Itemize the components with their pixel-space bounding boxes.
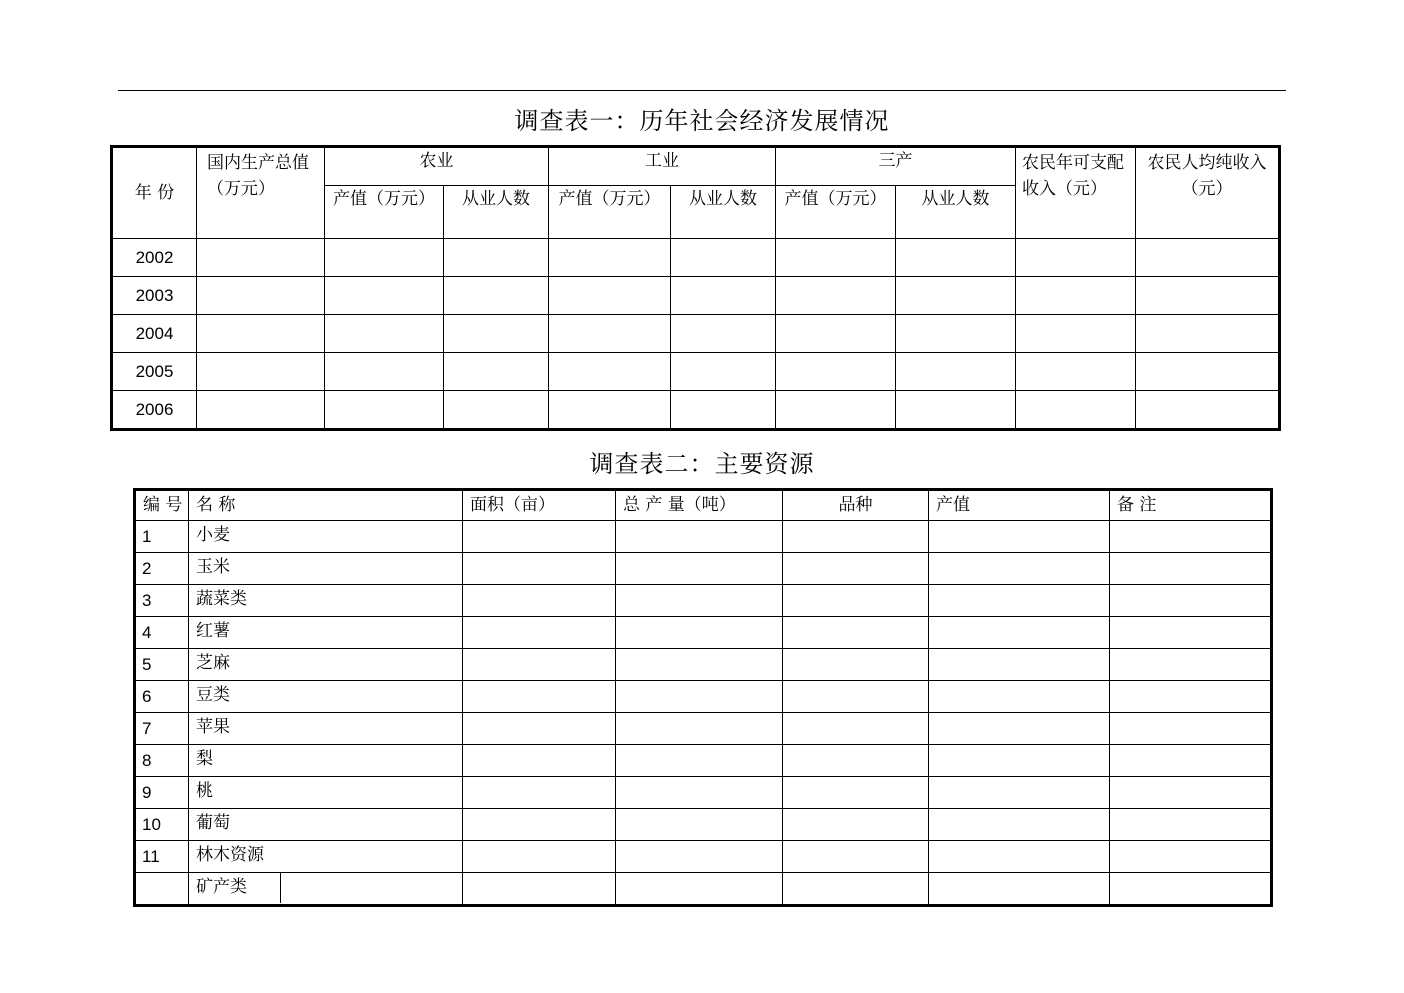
empty-cell[interactable] [616, 777, 783, 809]
empty-cell[interactable] [929, 521, 1110, 553]
table-row [135, 777, 1272, 809]
header-area: 面积（亩） [463, 490, 616, 521]
empty-cell[interactable] [444, 277, 549, 315]
empty-cell[interactable] [616, 681, 783, 713]
empty-cell[interactable] [549, 353, 671, 391]
empty-cell[interactable] [616, 841, 783, 873]
empty-cell[interactable] [1136, 353, 1280, 391]
table-row [135, 649, 1272, 681]
row-number [135, 873, 189, 906]
empty-cell[interactable] [197, 315, 325, 353]
header-tertiary: 三产 [776, 147, 1016, 186]
empty-cell[interactable] [783, 553, 929, 585]
header-net-income: 农民人均纯收入（元） [1136, 147, 1280, 239]
resource-name: 苹果 [189, 713, 463, 745]
empty-cell[interactable] [896, 315, 1016, 353]
resource-name: 小麦 [189, 521, 463, 553]
row-number: 11 [135, 841, 189, 873]
empty-cell[interactable] [325, 353, 444, 391]
empty-cell[interactable] [783, 617, 929, 649]
table1-title: 调查表一：历年社会经济发展情况 [514, 107, 890, 135]
resource-name: 林木资源 [189, 841, 463, 873]
row-number: 7 [135, 713, 189, 745]
empty-cell[interactable] [783, 649, 929, 681]
header-agri-employees: 从业人数 [444, 186, 549, 239]
empty-cell[interactable] [776, 239, 896, 277]
empty-cell[interactable] [896, 277, 1016, 315]
resource-name: 红薯 [189, 617, 463, 649]
table-row [135, 745, 1272, 777]
empty-cell[interactable] [783, 745, 929, 777]
resource-name: 芝麻 [189, 649, 463, 681]
resource-name: 矿产类 [196, 873, 281, 903]
header-value: 产值 [929, 490, 1110, 521]
table-row [135, 585, 1272, 617]
empty-cell[interactable] [463, 649, 616, 681]
empty-cell[interactable] [197, 353, 325, 391]
empty-cell[interactable] [197, 239, 325, 277]
header-ind-output: 产值（万元） [549, 186, 671, 239]
empty-cell[interactable] [896, 239, 1016, 277]
table-row [135, 681, 1272, 713]
empty-cell[interactable] [783, 873, 929, 906]
empty-cell[interactable] [1016, 277, 1136, 315]
empty-cell[interactable] [1016, 353, 1136, 391]
empty-cell[interactable] [1110, 873, 1272, 906]
empty-cell[interactable] [616, 745, 783, 777]
empty-cell[interactable] [783, 521, 929, 553]
empty-cell[interactable] [1110, 681, 1272, 713]
empty-cell[interactable] [463, 713, 616, 745]
table-row [112, 315, 1280, 353]
empty-cell[interactable] [463, 681, 616, 713]
empty-cell[interactable] [1110, 713, 1272, 745]
empty-cell[interactable] [929, 617, 1110, 649]
table-row [135, 617, 1272, 649]
empty-cell[interactable] [463, 841, 616, 873]
empty-cell[interactable] [929, 841, 1110, 873]
table-row [112, 277, 1280, 315]
empty-cell[interactable] [463, 521, 616, 553]
empty-cell[interactable] [1110, 777, 1272, 809]
header-variety: 品种 [783, 490, 929, 521]
empty-cell[interactable] [1136, 315, 1280, 353]
row-number: 8 [135, 745, 189, 777]
empty-cell[interactable] [896, 353, 1016, 391]
empty-cell[interactable] [929, 681, 1110, 713]
empty-cell[interactable] [1110, 617, 1272, 649]
resource-name: 葡萄 [189, 809, 463, 841]
empty-cell[interactable] [1110, 521, 1272, 553]
empty-cell[interactable] [463, 777, 616, 809]
empty-cell[interactable] [444, 315, 549, 353]
year-cell: 2005 [112, 353, 197, 391]
empty-cell[interactable] [783, 585, 929, 617]
header-no: 编 号 [135, 490, 189, 521]
empty-cell[interactable] [616, 809, 783, 841]
header-year: 年 份 [112, 147, 197, 239]
resource-name: 桃 [189, 777, 463, 809]
empty-cell[interactable] [783, 681, 929, 713]
empty-cell[interactable] [1136, 239, 1280, 277]
empty-cell[interactable] [325, 277, 444, 315]
empty-cell[interactable] [616, 553, 783, 585]
empty-cell[interactable] [929, 649, 1110, 681]
empty-cell[interactable] [776, 353, 896, 391]
empty-cell[interactable] [671, 391, 776, 430]
empty-cell[interactable] [325, 239, 444, 277]
empty-cell[interactable] [444, 353, 549, 391]
empty-cell[interactable] [616, 585, 783, 617]
table-row [135, 873, 1272, 906]
header-disposable-income: 农民年可支配收入（元） [1016, 147, 1136, 239]
empty-cell[interactable] [1136, 391, 1280, 430]
table-row [135, 713, 1272, 745]
empty-cell[interactable] [929, 585, 1110, 617]
empty-cell[interactable] [929, 809, 1110, 841]
header-rule [118, 90, 1286, 91]
empty-cell[interactable] [549, 239, 671, 277]
empty-cell[interactable] [1016, 391, 1136, 430]
empty-cell[interactable] [1110, 553, 1272, 585]
empty-cell[interactable] [1136, 277, 1280, 315]
empty-cell[interactable] [549, 315, 671, 353]
empty-cell[interactable] [616, 873, 783, 906]
table-row [135, 841, 1272, 873]
header-total-output: 总 产 量（吨） [616, 490, 783, 521]
header-industry: 工业 [549, 147, 776, 186]
year-cell: 2002 [112, 239, 197, 277]
year-cell: 2003 [112, 277, 197, 315]
header-name: 名 称 [189, 490, 463, 521]
table-row [135, 809, 1272, 841]
header-agri-output: 产值（万元） [325, 186, 444, 239]
empty-cell[interactable] [1110, 841, 1272, 873]
empty-cell[interactable] [671, 315, 776, 353]
resource-name: 玉米 [189, 553, 463, 585]
empty-cell[interactable] [671, 277, 776, 315]
table2-title: 调查表二：主要资源 [589, 450, 815, 478]
empty-cell[interactable] [325, 391, 444, 430]
row-number: 2 [135, 553, 189, 585]
empty-cell[interactable] [463, 745, 616, 777]
row-number: 3 [135, 585, 189, 617]
row-number: 5 [135, 649, 189, 681]
year-cell: 2004 [112, 315, 197, 353]
empty-cell[interactable] [616, 649, 783, 681]
row-number: 9 [135, 777, 189, 809]
header-ter-output: 产值（万元） [776, 186, 896, 239]
empty-cell[interactable] [783, 841, 929, 873]
empty-cell[interactable] [929, 553, 1110, 585]
empty-cell[interactable] [929, 777, 1110, 809]
empty-cell[interactable] [463, 585, 616, 617]
empty-cell[interactable] [1110, 585, 1272, 617]
header-gdp: 国内生产总值（万元） [197, 147, 325, 239]
header-row [135, 490, 1272, 521]
table-row [112, 239, 1280, 277]
empty-cell[interactable] [616, 521, 783, 553]
empty-cell[interactable] [1110, 809, 1272, 841]
empty-cell[interactable] [444, 239, 549, 277]
empty-cell[interactable] [325, 315, 444, 353]
empty-cell[interactable] [616, 713, 783, 745]
empty-cell[interactable] [896, 391, 1016, 430]
row-number: 10 [135, 809, 189, 841]
empty-cell[interactable] [1110, 745, 1272, 777]
resource-name: 蔬菜类 [189, 585, 463, 617]
table-row [135, 553, 1272, 585]
empty-cell[interactable] [776, 315, 896, 353]
empty-cell[interactable] [671, 239, 776, 277]
resource-name: 豆类 [189, 681, 463, 713]
table-row [112, 391, 1280, 430]
empty-cell[interactable] [776, 391, 896, 430]
empty-cell[interactable] [783, 777, 929, 809]
empty-cell[interactable] [783, 809, 929, 841]
empty-cell[interactable] [549, 391, 671, 430]
table-row [135, 521, 1272, 553]
empty-cell[interactable] [776, 277, 896, 315]
empty-cell[interactable] [929, 873, 1110, 906]
header-agriculture: 农业 [325, 147, 549, 186]
resource-name: 梨 [189, 745, 463, 777]
empty-cell[interactable] [463, 809, 616, 841]
row-number: 1 [135, 521, 189, 553]
empty-cell[interactable] [197, 277, 325, 315]
empty-cell[interactable] [1016, 239, 1136, 277]
economic-development-table [110, 145, 1281, 431]
year-cell: 2006 [112, 391, 197, 430]
empty-cell[interactable] [783, 713, 929, 745]
empty-cell[interactable] [929, 745, 1110, 777]
empty-cell[interactable] [929, 713, 1110, 745]
row-number: 4 [135, 617, 189, 649]
empty-cell[interactable] [463, 617, 616, 649]
header-remarks: 备 注 [1110, 490, 1272, 521]
empty-cell[interactable] [1110, 649, 1272, 681]
empty-cell[interactable] [463, 873, 616, 906]
empty-cell[interactable] [616, 617, 783, 649]
main-resources-table [133, 488, 1273, 907]
empty-cell[interactable] [444, 391, 549, 430]
empty-cell[interactable] [671, 353, 776, 391]
header-ind-employees: 从业人数 [671, 186, 776, 239]
table-row [112, 353, 1280, 391]
empty-cell[interactable] [463, 553, 616, 585]
empty-cell[interactable] [197, 391, 325, 430]
row-number: 6 [135, 681, 189, 713]
empty-cell[interactable] [1016, 315, 1136, 353]
header-ter-employees: 从业人数 [896, 186, 1016, 239]
empty-cell[interactable] [549, 277, 671, 315]
resource-name-cell [189, 873, 463, 906]
